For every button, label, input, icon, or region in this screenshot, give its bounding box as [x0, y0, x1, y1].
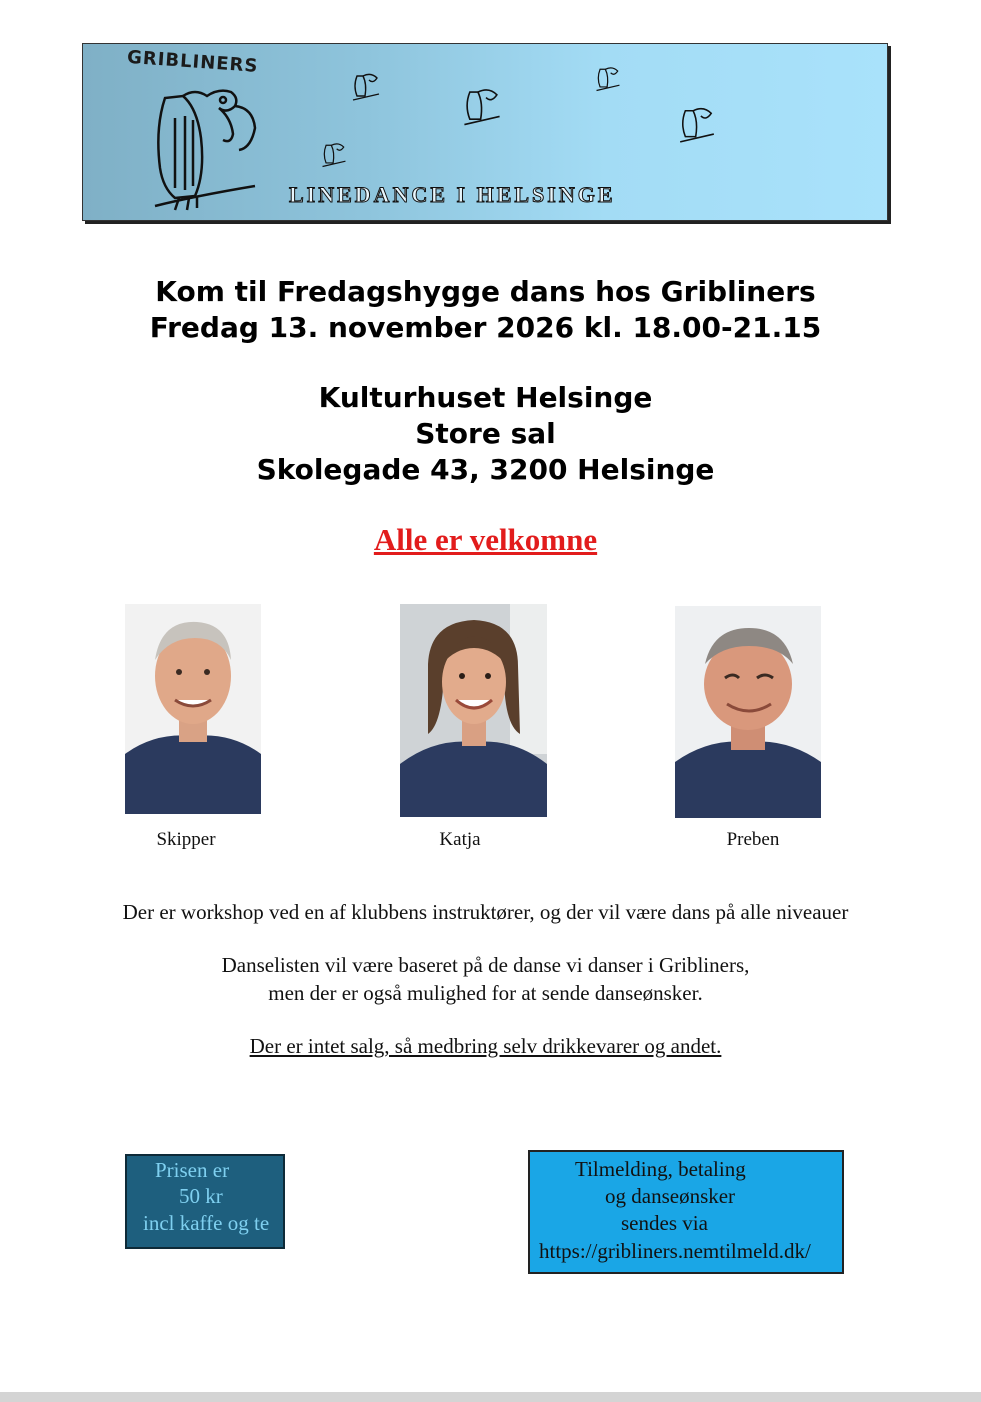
- price-line-3: incl kaffe og te: [143, 1211, 270, 1235]
- venue-name: Kulturhuset Helsinge: [318, 381, 653, 414]
- price-line-2: 50 kr: [179, 1184, 223, 1208]
- vulture-icon: [593, 64, 623, 94]
- headline-line-2: Fredag 13. november 2026 kl. 18.00-21.15: [149, 311, 822, 344]
- vulture-icon: [459, 82, 505, 132]
- price-line-1: Prisen er: [155, 1158, 230, 1182]
- header-banner: [82, 43, 888, 221]
- workshop-text: Der er workshop ved en af klubbens instruktører, og der vil være dans på alle niveauer: [122, 900, 849, 924]
- instructor-photo-preben: [675, 606, 821, 818]
- no-sale-text: Der er intet salg, så medbring selv drikkevarer og andet.: [249, 1034, 722, 1058]
- instructor-name-katja: Katja: [439, 829, 481, 850]
- instructor-name-skipper: Skipper: [156, 829, 216, 850]
- page-bottom-edge: [0, 1392, 981, 1402]
- vulture-icon: [319, 140, 349, 170]
- headline-line-1: Kom til Fredagshygge dans hos Gribliners: [155, 275, 816, 308]
- signup-line-1: Tilmelding, betaling: [575, 1157, 746, 1181]
- price-box: [125, 1154, 285, 1249]
- venue-address: Skolegade 43, 3200 Helsinge: [256, 453, 715, 486]
- signup-line-2: og danseønsker: [605, 1184, 736, 1208]
- vulture-logo-icon: [135, 78, 275, 218]
- instructor-photo-katja: [400, 604, 547, 817]
- danselist-text-line-2: men der er også mulighed for at sende danseønsker.: [268, 981, 703, 1005]
- instructor-photo-skipper: [125, 604, 261, 814]
- no-sale-wrapper: [0, 1033, 971, 1060]
- vulture-icon: [675, 102, 719, 148]
- brand-logo-text: GRIBLINERS: [126, 46, 260, 77]
- venue-room: Store sal: [415, 417, 556, 450]
- signup-box: [528, 1150, 844, 1274]
- vulture-icon: [349, 70, 383, 104]
- signup-line-3: sendes via: [621, 1211, 708, 1235]
- banner-slogan: LINEDANCE I HELSINGE: [289, 182, 616, 207]
- welcome-text: Alle er velkomne: [373, 522, 598, 557]
- instructor-name-preben: Preben: [726, 829, 780, 850]
- signup-link[interactable]: https://gribliners.nemtilmeld.dk/: [539, 1239, 811, 1263]
- danselist-text-line-1: Danselisten vil være baseret på de danse vi danser i Gribliners,: [221, 953, 750, 977]
